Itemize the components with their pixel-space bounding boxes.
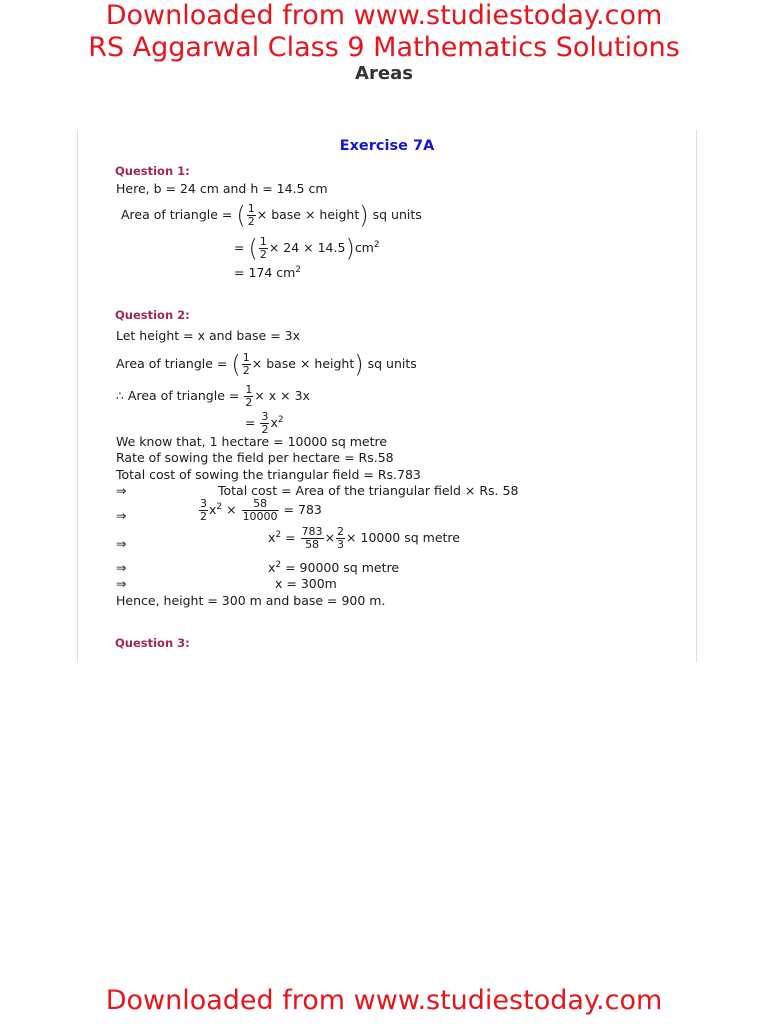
- chapter-title: Areas: [355, 63, 413, 84]
- q2-arrow-3: ⇒: [116, 536, 127, 551]
- q2-x-squared-value: $x^2 = 90000$ sq metre: [268, 559, 400, 575]
- q2-x-squared-fraction: $x^2$ = $\frac{783}{58}$ × $\frac{2}{3}$ × 10000 sq metre: [268, 525, 460, 551]
- q1-area-lhs: Area of triangle =: [121, 207, 237, 222]
- q2-arrow-1: ⇒: [116, 483, 127, 498]
- q2-formula-line: Area of triangle = ( $\frac{1}{2}$ × base × height) sq units: [116, 350, 417, 379]
- q2-area-expression: = $\frac{3}{2}$ $x^2$: [245, 410, 284, 436]
- header-book-title: RS Aggarwal Class 9 Mathematics Solutions: [88, 32, 680, 63]
- q1-formula-line: Area of triangle = ( $\frac{1}{2}$ × base × height) sq units: [121, 201, 422, 230]
- q2-hectare-line: We know that, 1 hectare = 10000 sq metre: [116, 434, 388, 449]
- q2-conclusion: Hence, height = 300 m and base = 900 m.: [116, 593, 386, 608]
- q2-arrow-5: ⇒: [116, 576, 127, 591]
- q2-arrow-4: ⇒: [116, 560, 127, 575]
- q2-step-equation: $\frac{3}{2}$ $x^2$ × $\frac{58}{10000}$ = 783: [200, 497, 322, 523]
- q1-given: Here, b = 24 cm and h = 14.5 cm: [116, 181, 328, 196]
- question-3-label: Question 3:: [115, 636, 190, 650]
- q2-let-line: Let height = x and base = 3x: [116, 328, 301, 343]
- q1-substitution-line: = ( $\frac{1}{2}$ × $24 \times 14.5)cm^2$: [234, 234, 380, 263]
- q1-half-fraction: $\frac{1}{2}$: [247, 202, 255, 228]
- q2-total-line: Total cost of sowing the triangular field = Rs.783: [116, 467, 421, 482]
- q2-cost-equation: Total cost = Area of the triangular field × Rs. 58: [218, 483, 519, 498]
- exercise-title: Exercise 7A: [339, 138, 435, 154]
- q1-result: = 174 $cm^2$: [234, 264, 302, 280]
- q2-rate-line: Rate of sowing the field per hectare = Rs.58: [116, 450, 394, 465]
- solution-panel: [77, 130, 697, 662]
- question-1-label: Question 1:: [115, 164, 190, 178]
- footer-download-line: Downloaded from www.studiestoday.com: [105, 985, 663, 1016]
- q2-therefore-line: ∴ Area of triangle = $\frac{1}{2}$ × x × 3x: [116, 383, 310, 409]
- question-2-label: Question 2:: [115, 308, 190, 322]
- q2-arrow-2: ⇒: [116, 508, 127, 523]
- q2-x-value: x = 300m: [275, 576, 337, 591]
- header-download-line: Downloaded from www.studiestoday.com: [105, 0, 663, 31]
